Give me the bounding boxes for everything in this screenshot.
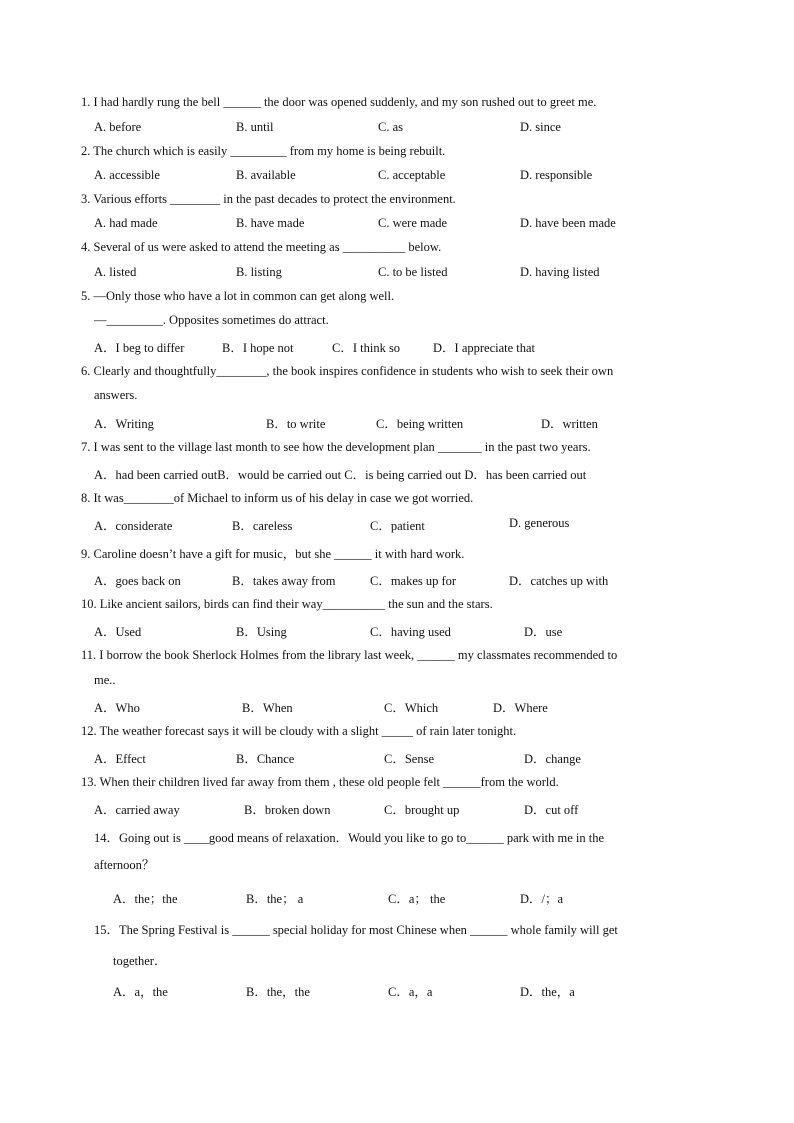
question-1-stem: 1. I had hardly rung the bell ______ the door was opened suddenly, and my son rushed out to greet me. bbox=[81, 95, 597, 109]
question-1-option-b: B. until bbox=[236, 120, 274, 134]
question-10-option-d: D．use bbox=[524, 625, 563, 639]
question-13-option-b: B．broken down bbox=[244, 803, 331, 817]
question-15-stem: 15．The Spring Festival is ______ special holiday for most Chinese when ______ whole family will get bbox=[94, 923, 618, 937]
question-8-option-b: B．careless bbox=[232, 519, 293, 533]
question-2-option-b: B. available bbox=[236, 168, 296, 182]
question-1-option-d: D. since bbox=[520, 120, 561, 134]
question-13-option-d: D．cut off bbox=[524, 803, 579, 817]
question-6-stem-continued: answers. bbox=[94, 388, 138, 402]
question-8-option-c: C．patient bbox=[370, 519, 425, 533]
question-10-option-b: B．Using bbox=[236, 625, 287, 639]
question-15-option-a: A．a，the bbox=[113, 985, 168, 999]
question-6-option-a: A．Writing bbox=[94, 417, 154, 431]
question-12-stem: 12. The weather forecast says it will be cloudy with a slight _____ of rain later tonight. bbox=[81, 724, 517, 738]
question-4-option-d: D. having listed bbox=[520, 265, 600, 279]
question-1-option-a: A. before bbox=[94, 120, 142, 134]
question-8-stem: 8. It was________of Michael to inform us of his delay in case we got worried. bbox=[81, 491, 474, 505]
question-15-stem-continued: together． bbox=[113, 954, 167, 968]
question-8-option-d: D. generous bbox=[509, 516, 570, 530]
question-14-stem-continued: afternoon？ bbox=[94, 858, 155, 872]
question-5-stem-reply: —_________. Opposites sometimes do attract. bbox=[94, 313, 329, 327]
question-5-option-b: B．I hope not bbox=[222, 341, 294, 355]
question-5-stem: 5. —Only those who have a lot in common can get along well. bbox=[81, 289, 395, 303]
question-6-stem: 6. Clearly and thoughtfully________, the book inspires confidence in students who wish to seek their own bbox=[81, 364, 614, 378]
question-10-stem: 10. Like ancient sailors, birds can find their way__________ the sun and the stars. bbox=[81, 597, 493, 611]
question-3-option-a: A. had made bbox=[94, 216, 158, 230]
question-6-option-d: D．written bbox=[541, 417, 598, 431]
question-3-stem: 3. Various efforts ________ in the past decades to protect the environment. bbox=[81, 192, 456, 206]
question-11-stem-continued: me.. bbox=[94, 673, 116, 687]
question-12-option-a: A．Effect bbox=[94, 752, 146, 766]
question-15-option-d: D．the，a bbox=[520, 985, 575, 999]
question-9-option-c: C．makes up for bbox=[370, 574, 457, 588]
question-4-stem: 4. Several of us were asked to attend the meeting as __________ below. bbox=[81, 240, 442, 254]
question-1-option-c: C. as bbox=[378, 120, 403, 134]
question-15-option-c: C．a，a bbox=[388, 985, 433, 999]
question-5-option-c: C．I think so bbox=[332, 341, 401, 355]
question-4-option-a: A. listed bbox=[94, 265, 137, 279]
question-13-option-c: C．brought up bbox=[384, 803, 460, 817]
question-7-options: A．had been carried outB．would be carried out C．is being carried out D．has been carried out bbox=[94, 468, 587, 482]
question-9-option-d: D．catches up with bbox=[509, 574, 609, 588]
question-9-stem: 9. Caroline doesn’t have a gift for music，but she ______ it with hard work. bbox=[81, 547, 465, 561]
question-8-option-a: A．considerate bbox=[94, 519, 173, 533]
question-3-option-c: C. were made bbox=[378, 216, 448, 230]
question-11-option-d: D．Where bbox=[493, 701, 548, 715]
question-3-option-d: D. have been made bbox=[520, 216, 616, 230]
question-2-option-d: D. responsible bbox=[520, 168, 593, 182]
question-10-option-c: C．having used bbox=[370, 625, 451, 639]
question-5-option-d: D．I appreciate that bbox=[433, 341, 536, 355]
question-9-option-b: B．takes away from bbox=[232, 574, 336, 588]
question-14-option-b: B．the； a bbox=[246, 892, 304, 906]
question-3-option-b: B. have made bbox=[236, 216, 305, 230]
question-14-option-d: D．/；a bbox=[520, 892, 564, 906]
question-11-option-c: C．Which bbox=[384, 701, 439, 715]
question-10-option-a: A．Used bbox=[94, 625, 142, 639]
question-5-option-a: A．I beg to differ bbox=[94, 341, 185, 355]
question-2-option-c: C. acceptable bbox=[378, 168, 446, 182]
question-4-option-c: C. to be listed bbox=[378, 265, 448, 279]
question-12-option-c: C．Sense bbox=[384, 752, 435, 766]
question-9-option-a: A．goes back on bbox=[94, 574, 181, 588]
question-13-option-a: A．carried away bbox=[94, 803, 180, 817]
question-7-stem: 7. I was sent to the village last month to see how the development plan _______ in the past two years. bbox=[81, 440, 591, 454]
question-11-stem: 11. I borrow the book Sherlock Holmes from the library last week, ______ my classmates recommended to bbox=[81, 648, 618, 662]
question-2-stem: 2. The church which is easily _________ from my home is being rebuilt. bbox=[81, 144, 446, 158]
question-11-option-b: B．When bbox=[242, 701, 293, 715]
question-2-option-a: A. accessible bbox=[94, 168, 160, 182]
question-14-stem: 14．Going out is ____good means of relaxation．Would you like to go to______ park with me in the bbox=[94, 831, 605, 845]
question-13-stem: 13. When their children lived far away from them , these old people felt ______from the world. bbox=[81, 775, 559, 789]
question-15-option-b: B．the，the bbox=[246, 985, 310, 999]
question-14-option-c: C．a； the bbox=[388, 892, 446, 906]
question-4-option-b: B. listing bbox=[236, 265, 282, 279]
question-11-option-a: A．Who bbox=[94, 701, 140, 715]
question-6-option-b: B．to write bbox=[266, 417, 326, 431]
question-12-option-d: D．change bbox=[524, 752, 581, 766]
question-12-option-b: B．Chance bbox=[236, 752, 295, 766]
question-14-option-a: A．the；the bbox=[113, 892, 178, 906]
question-6-option-c: C．being written bbox=[376, 417, 464, 431]
